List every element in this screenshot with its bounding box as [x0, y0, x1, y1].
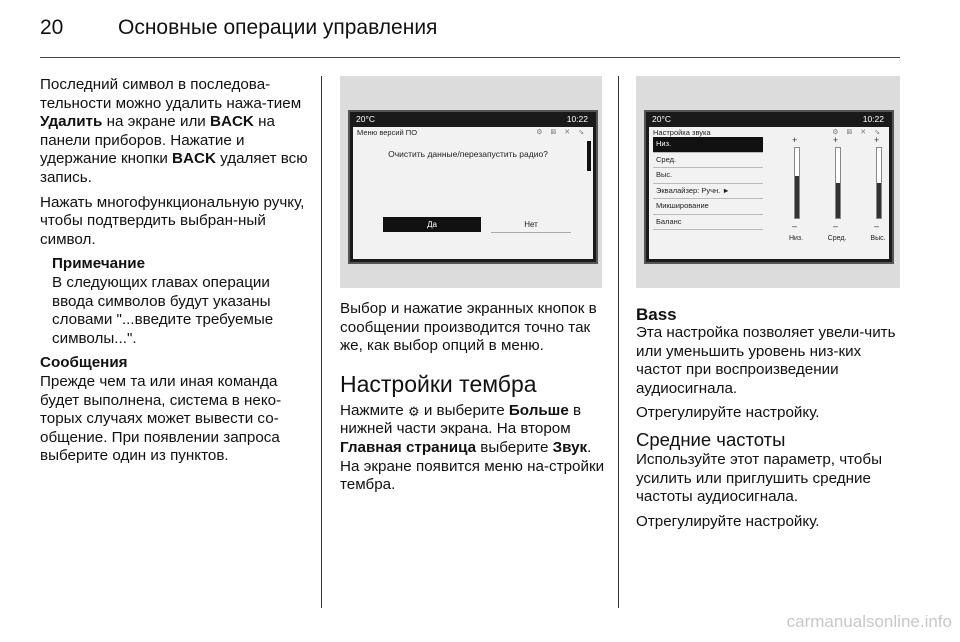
eq-label-bass: Низ. [788, 235, 804, 242]
no-button[interactable]: Нет [491, 217, 571, 233]
note-text: В следующих главах операции ввода символов будут указаны словами "...введите требуемые символы...". [52, 273, 274, 347]
messages-text: Прежде чем та или иная команда будет выполнена, система в неко-торых случаях может вывести со-общение. При появлении запроса выберите один из пунктов. [40, 372, 282, 465]
menu-item-bass[interactable]: Низ. [653, 137, 763, 153]
menu-item-treble[interactable]: Выс. [653, 168, 763, 184]
column-1 [40, 76, 308, 472]
minus-icon: – [874, 221, 880, 231]
temperature-readout: 20°C [356, 114, 375, 124]
eq-slider-treble[interactable] [871, 135, 885, 231]
column-divider-1 [321, 76, 322, 608]
menu-item-mid[interactable]: Сред. [653, 153, 763, 169]
paragraph-message-buttons: Выбор и нажатие экранных кнопок в сообщении производится точно так же, как выбор опций в меню. [340, 300, 597, 355]
dialog-question: Очистить данные/перезапустить радио? [388, 149, 548, 159]
eq-track [835, 147, 841, 219]
column-2 [340, 300, 605, 501]
screen-title: Меню версий ПО [357, 128, 418, 137]
minus-icon: – [792, 221, 798, 231]
eq-label-treble: Выс. [870, 235, 886, 242]
display-status-bar [646, 112, 892, 126]
minus-icon: – [833, 221, 839, 231]
header-rule [40, 57, 900, 58]
paragraph-delete: Последний символ в последова-тельности можно удалить нажа-тием Удалить на экране или BACK на панели приборов. Нажатие и удержание кнопки BACK удаляет всю запись. [40, 76, 308, 186]
bass-text: Эта настройка позволяет увели-чить или уменьшить уровень низ-ких частот при воспроизведении аудиосигнала. [636, 324, 896, 397]
screenshot-software-menu [340, 76, 602, 288]
settings-gear-icon: ⚙ [407, 403, 420, 419]
mid-adjust: Отрегулируйте настройку. [636, 512, 820, 530]
menu-item-equalizer[interactable]: Эквалайзер: Ручн. ► [653, 184, 763, 200]
bass-heading: Bass [636, 305, 677, 324]
plus-icon: + [792, 135, 798, 145]
display-body [353, 127, 593, 259]
eq-fill [877, 183, 881, 218]
eq-track [876, 147, 882, 219]
display-frame [348, 110, 598, 264]
mid-heading: Средние частоты [636, 428, 786, 450]
messages-heading: Сообщения [40, 354, 128, 372]
menu-item-mixing[interactable]: Микширование [653, 199, 763, 215]
paragraph-tone-instructions: Нажмите ⚙ и выберите Больше в нижней части экрана. На втором Главная страница выберите Звук. На экране появится меню на-стройки тембра. [340, 401, 605, 494]
eq-fill [795, 176, 799, 218]
eq-fill [836, 183, 840, 218]
bass-adjust: Отрегулируйте настройку. [636, 404, 820, 422]
plus-icon: + [874, 135, 880, 145]
screenshot-sound-settings [636, 76, 900, 288]
clock-readout: 10:22 [862, 114, 884, 124]
clock-readout: 10:22 [566, 114, 588, 124]
display-body [649, 127, 889, 259]
status-icons: ⚙ ⊠ ✕ ⇘ [832, 129, 883, 136]
paragraph-confirm: Нажать многофункциональную ручку, чтобы подтвердить выбран-ный символ. [40, 193, 305, 248]
display-status-bar [350, 112, 596, 126]
page-number: 20 [40, 16, 64, 39]
temperature-readout: 20°C [652, 114, 671, 124]
page-header [40, 14, 920, 54]
column-3 [636, 305, 906, 537]
eq-slider-bass[interactable] [789, 135, 803, 231]
eq-label-mid: Сред. [827, 235, 847, 242]
yes-button[interactable]: Да [383, 217, 481, 232]
status-icons: ⚙ ⊠ ✕ ⇘ [536, 129, 587, 136]
note-title: Примечание [52, 255, 146, 273]
screen-title: Настройка звука [653, 128, 711, 137]
note-block [40, 255, 308, 348]
menu-item-balance[interactable]: Баланс [653, 215, 763, 231]
scroll-thumb [587, 141, 591, 171]
sound-menu [653, 137, 763, 230]
eq-track [794, 147, 800, 219]
eq-slider-mid[interactable] [830, 135, 844, 231]
page-title: Основные операции управления [118, 16, 438, 39]
column-divider-2 [618, 76, 619, 608]
plus-icon: + [833, 135, 839, 145]
display-frame [644, 110, 894, 264]
tone-settings-heading: Настройки тембра [340, 370, 537, 397]
watermark: carmanualsonline.info [786, 612, 952, 631]
mid-text: Используйте этот параметр, чтобы усилить или приглушить средние частоты аудиосигнала. [636, 450, 882, 506]
